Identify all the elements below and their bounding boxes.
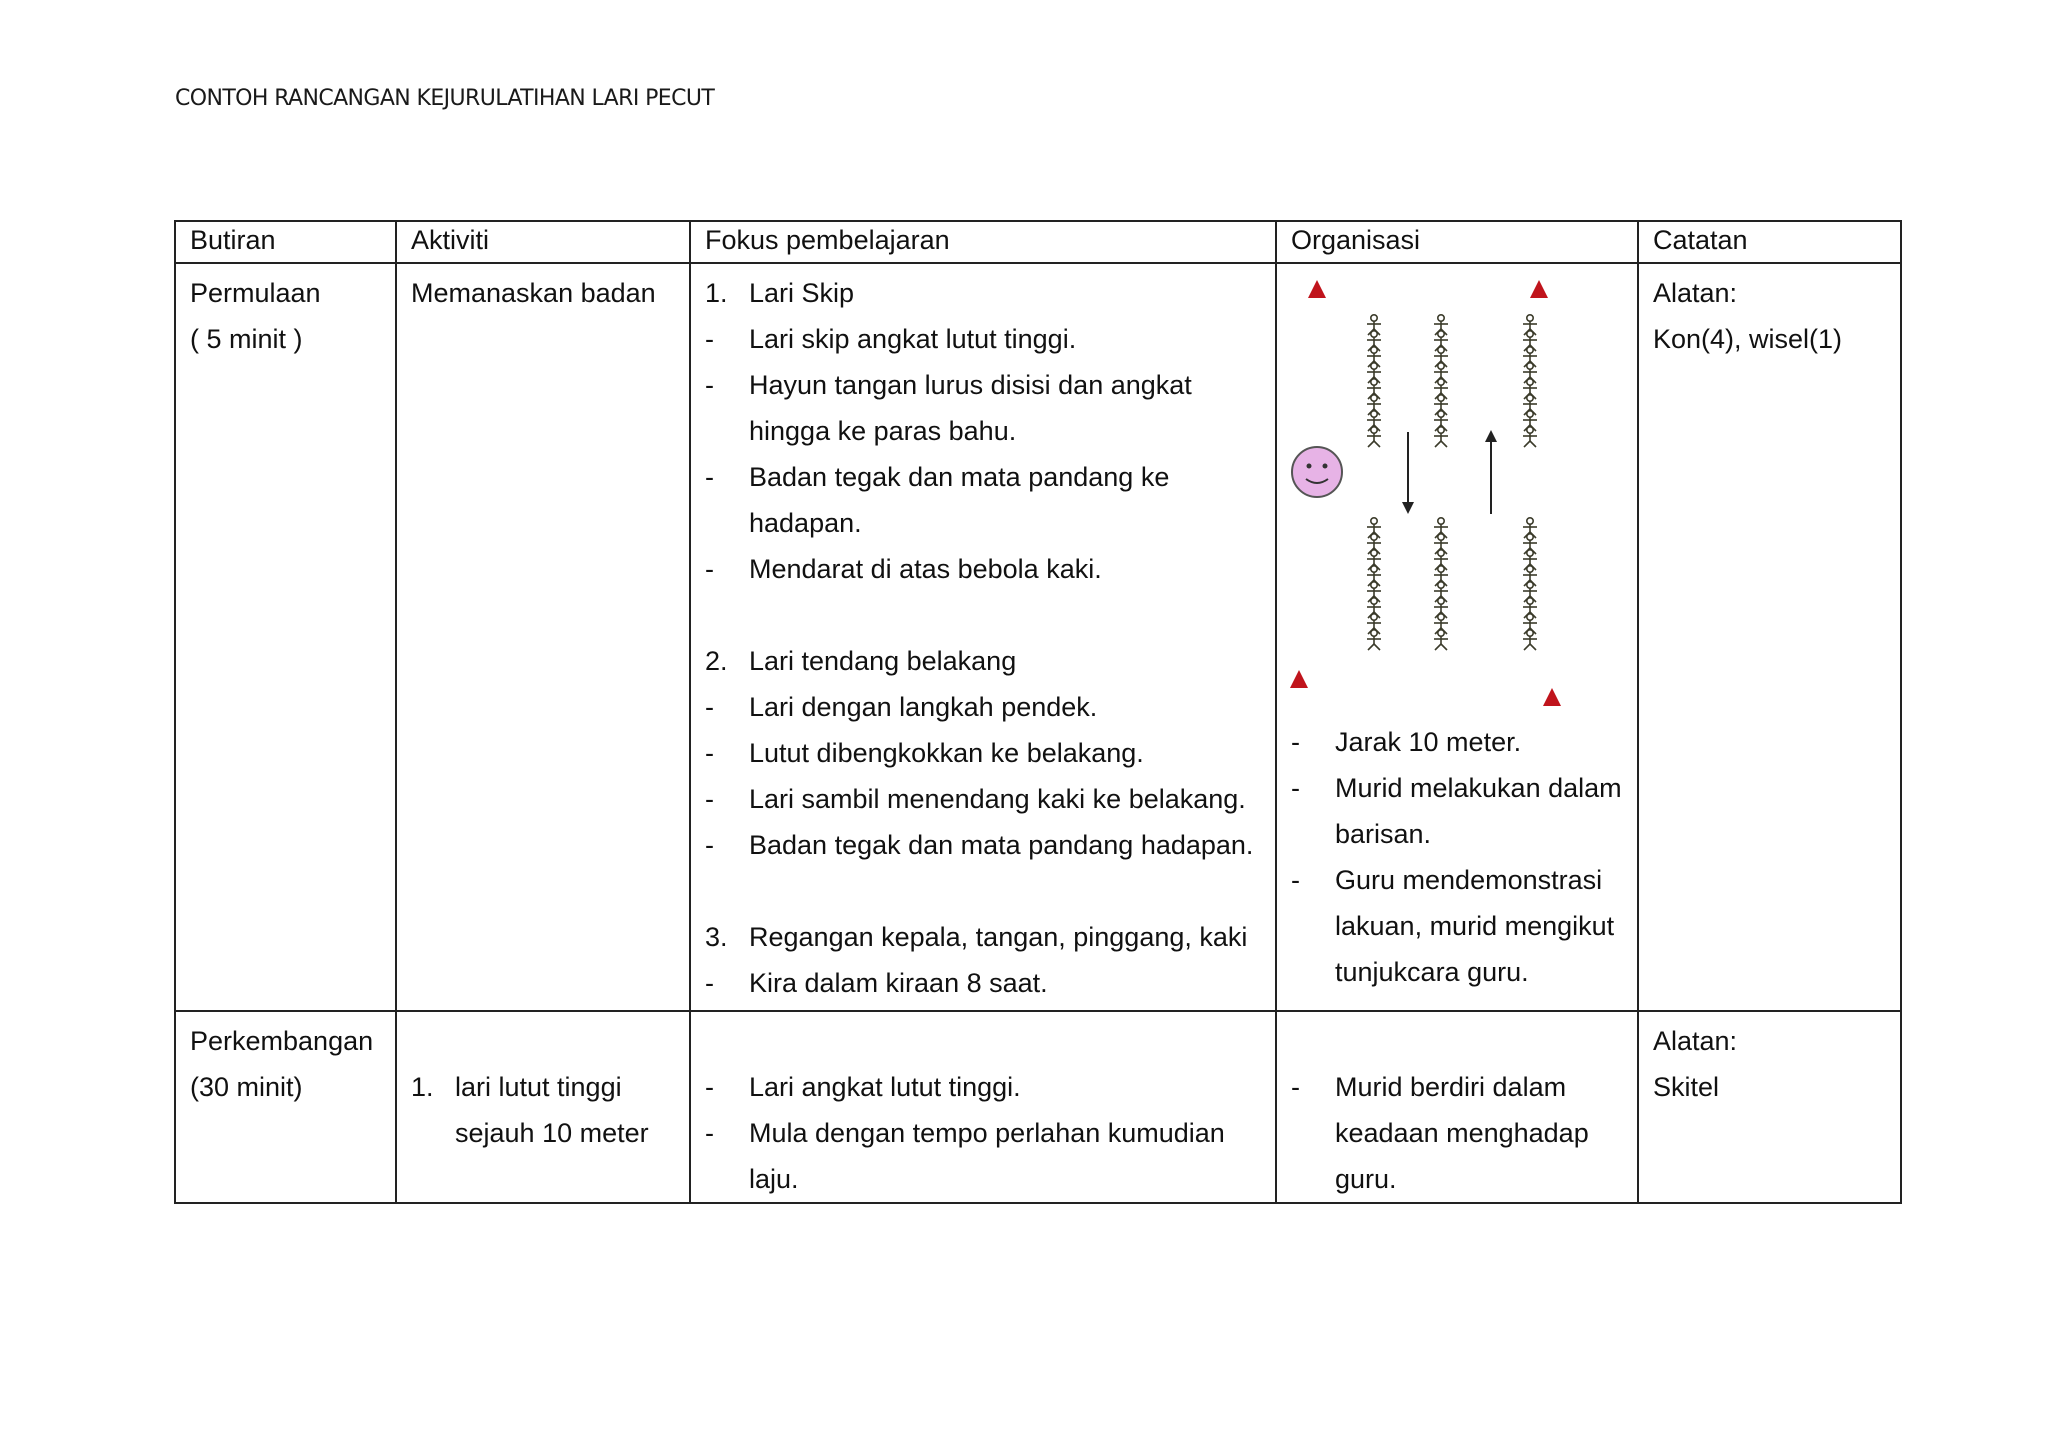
- cell-aktiviti: [396, 1011, 690, 1203]
- dash: -: [705, 324, 714, 354]
- item-text: Mula dengan tempo perlahan kumudian: [749, 1118, 1225, 1148]
- dash: -: [1291, 865, 1300, 895]
- dash: -: [705, 830, 714, 860]
- dash: -: [705, 968, 714, 998]
- dash: -: [705, 692, 714, 722]
- dash: -: [1291, 727, 1300, 757]
- cone-icon: [1543, 688, 1561, 706]
- runner-icon: [1367, 315, 1381, 335]
- item-continuation: lakuan, murid mengikut: [1335, 911, 1615, 941]
- list-item: [705, 776, 1261, 822]
- item-text: lari lutut tinggi: [455, 1072, 622, 1102]
- section-title: Regangan kepala, tangan, pinggang, kaki: [749, 922, 1248, 952]
- table-row-perkembangan: [175, 1011, 1901, 1203]
- list-number: 2.: [705, 646, 728, 676]
- list-item: [705, 1110, 1261, 1156]
- section-title: Lari Skip: [749, 278, 855, 308]
- dash: -: [705, 554, 714, 584]
- item-continuation: hadapan.: [749, 508, 862, 538]
- list-number: 1.: [411, 1072, 434, 1102]
- dash: -: [1291, 1072, 1300, 1102]
- stage-label: Perkembangan: [190, 1026, 374, 1056]
- training-plan-table: [174, 220, 1902, 1204]
- cell-catatan: [1638, 1011, 1901, 1203]
- list-item: [705, 454, 1261, 500]
- dash: -: [705, 370, 714, 400]
- runner-column: [1523, 518, 1537, 650]
- dash: -: [1291, 773, 1300, 803]
- cell-butiran: [175, 1011, 396, 1203]
- list-number: 1.: [705, 278, 728, 308]
- runner-icon: [1367, 518, 1381, 538]
- runner-column: [1367, 315, 1381, 447]
- header-catatan: Catatan: [1638, 221, 1901, 263]
- stage-label: Permulaan: [190, 278, 321, 308]
- list-item: [705, 1064, 1261, 1110]
- cone-icon: [1308, 280, 1326, 298]
- list-item: [705, 316, 1261, 362]
- list-item: [705, 960, 1261, 1006]
- dash: -: [705, 784, 714, 814]
- item-text: Badan tegak dan mata pandang ke: [749, 462, 1170, 492]
- cell-organisasi: [1276, 263, 1638, 1011]
- item-continuation: guru.: [1335, 1164, 1397, 1194]
- list-item: [1291, 765, 1623, 811]
- item-text: Guru mendemonstrasi: [1335, 865, 1603, 895]
- item-text: Mendarat di atas bebola kaki.: [749, 554, 1102, 584]
- list-item: [1291, 1064, 1623, 1110]
- runner-column: [1434, 518, 1448, 650]
- item-text: Lari skip angkat lutut tinggi.: [749, 324, 1077, 354]
- equipment-value: Skitel: [1653, 1072, 1720, 1102]
- runner-icon: [1434, 315, 1448, 335]
- item-continuation: laju.: [749, 1164, 799, 1194]
- cell-butiran: [175, 263, 396, 1011]
- cone-icon: [1530, 280, 1548, 298]
- item-text: Lari sambil menendang kaki ke belakang.: [749, 784, 1246, 814]
- fokus-section-2: [705, 638, 1261, 684]
- item-continuation: keadaan menghadap: [1335, 1118, 1589, 1148]
- runner-column: [1367, 518, 1381, 650]
- header-butiran: Butiran: [175, 221, 396, 263]
- runner-icon: [1523, 315, 1537, 335]
- runner-icon: [1523, 518, 1537, 538]
- document-title: CONTOH RANCANGAN KEJURULATIHAN LARI PECUT: [175, 86, 715, 111]
- stage-time: ( 5 minit ): [190, 324, 303, 354]
- fokus-section-3: [705, 914, 1261, 960]
- dash: -: [705, 462, 714, 492]
- item-text: Lari angkat lutut tinggi.: [749, 1072, 1021, 1102]
- item-text: Hayun tangan lurus disisi dan angkat: [749, 370, 1192, 400]
- item-continuation: barisan.: [1335, 819, 1432, 849]
- dash: -: [705, 738, 714, 768]
- header-organisasi: Organisasi: [1276, 221, 1638, 263]
- list-item: [1291, 719, 1623, 765]
- teacher-face-icon: [1292, 447, 1342, 497]
- list-item: [705, 730, 1261, 776]
- item-text: Lari dengan langkah pendek.: [749, 692, 1098, 722]
- cell-catatan: [1638, 263, 1901, 1011]
- equipment-value: Kon(4), wisel(1): [1653, 324, 1843, 354]
- formation-diagram: [1277, 274, 1617, 719]
- cell-aktiviti: Memanaskan badan: [396, 263, 690, 1011]
- runner-icon: [1434, 518, 1448, 538]
- list-item: [705, 546, 1261, 592]
- table-header-row: [175, 221, 1901, 263]
- dash: -: [705, 1072, 714, 1102]
- cell-fokus: [690, 263, 1276, 1011]
- cell-organisasi: [1276, 1011, 1638, 1203]
- list-item: [705, 822, 1261, 868]
- list-item: [705, 362, 1261, 408]
- fokus-section-1: [705, 270, 1261, 316]
- section-title: Lari tendang belakang: [749, 646, 1017, 676]
- item-text: Murid berdiri dalam: [1335, 1072, 1567, 1102]
- item-continuation: sejauh 10 meter: [455, 1118, 649, 1148]
- item-text: Badan tegak dan mata pandang hadapan.: [749, 830, 1254, 860]
- runner-column: [1523, 315, 1537, 447]
- item-text: Lutut dibengkokkan ke belakang.: [749, 738, 1144, 768]
- item-text: Murid melakukan dalam: [1335, 773, 1622, 803]
- arrow-up-icon: [1485, 430, 1497, 514]
- header-aktiviti: Aktiviti: [396, 221, 690, 263]
- arrow-down-icon: [1402, 432, 1414, 514]
- item-continuation: tunjukcara guru.: [1335, 957, 1529, 987]
- item-text: Jarak 10 meter.: [1335, 727, 1522, 757]
- item-text: Kira dalam kiraan 8 saat.: [749, 968, 1048, 998]
- list-item: [1291, 857, 1623, 903]
- table-row-permulaan: [175, 263, 1901, 1011]
- runner-column: [1434, 315, 1448, 447]
- item-continuation: hingga ke paras bahu.: [749, 416, 1017, 446]
- equipment-label: Alatan:: [1653, 278, 1738, 308]
- cone-icon: [1290, 670, 1308, 688]
- cell-fokus: [690, 1011, 1276, 1203]
- header-fokus: Fokus pembelajaran: [690, 221, 1276, 263]
- list-item: [705, 684, 1261, 730]
- list-number: 3.: [705, 922, 728, 952]
- list-item: [411, 1064, 675, 1110]
- equipment-label: Alatan:: [1653, 1026, 1738, 1056]
- dash: -: [705, 1118, 714, 1148]
- formation-svg: [1277, 274, 1617, 719]
- stage-time: (30 minit): [190, 1072, 303, 1102]
